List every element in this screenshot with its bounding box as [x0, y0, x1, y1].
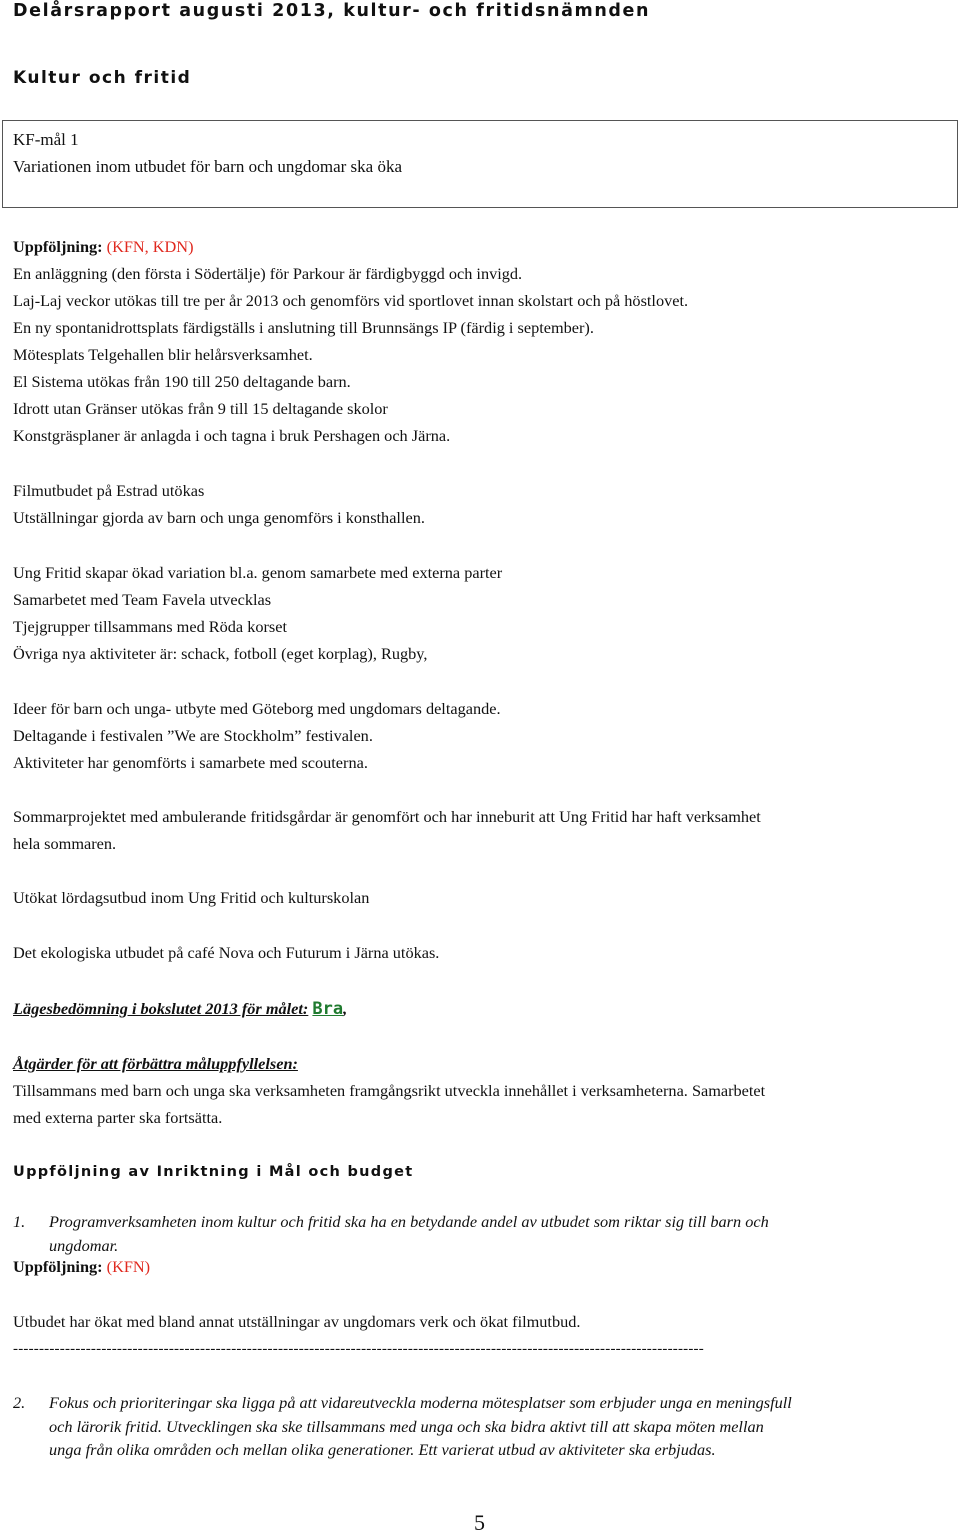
item2-line: Fokus och prioriteringar ska ligga på att vidareutveckla moderna mötesplatser som erbjuder unga en meningsfull: [49, 1393, 792, 1412]
item1-followup: [13, 1256, 150, 1278]
assessment-suffix: ,: [343, 999, 348, 1018]
followup-line: Ung Fritid skapar ökad variation bl.a. genom samarbete med externa parter: [13, 563, 503, 582]
assessment: [13, 998, 347, 1020]
report-title: Delårsrapport augusti 2013, kultur- och fritidsnämnden: [13, 1, 651, 21]
section-title: Kultur och fritid: [13, 68, 192, 88]
actions-line: med externa parter ska fortsätta.: [13, 1108, 223, 1127]
followup-line: En ny spontanidrottsplats färdigställs i anslutning till Brunnsängs IP (färdig i september).: [13, 318, 594, 337]
item1-result: Utbudet har ökat med bland annat utställningar av ungdomars verk och ökat filmutbud.: [13, 1312, 581, 1331]
followup-line: Det ekologiska utbudet på café Nova och Futurum i Järna utökas.: [13, 943, 440, 962]
followup-label: Uppföljning:: [13, 237, 103, 256]
followup-line: Laj-Laj veckor utökas till tre per år 2013 och genomförs vid sportlovet innan skolstart och på höstlovet.: [13, 291, 689, 310]
followup-line: Mötesplats Telgehallen blir helårsverksamhet.: [13, 345, 313, 364]
item2-line: unga från olika områden och mellan olika generationer. Ett varierat utbud av aktiviteter ska erbjudas.: [49, 1440, 716, 1459]
separator-line: -------------------------------------------------------------------------------------------------------------------------------------: [13, 1341, 704, 1357]
item1-followup-label: Uppföljning:: [13, 1257, 103, 1276]
followup-line: Samarbetet med Team Favela utvecklas: [13, 590, 272, 609]
followup-line: Idrott utan Gränser utökas från 9 till 15 deltagande skolor: [13, 399, 388, 418]
followup-line: Tjejgrupper tillsammans med Röda korset: [13, 617, 288, 636]
item1-line: Programverksamheten inom kultur och fritid ska ha en betydande andel av utbudet som riktar sig till barn och: [49, 1212, 769, 1231]
followup-line: Utställningar gjorda av barn och unga genomförs i konsthallen.: [13, 508, 425, 527]
assessment-value: Bra: [312, 999, 344, 1019]
followup-line: El Sistema utökas från 190 till 250 deltagande barn.: [13, 372, 351, 391]
direction-title: Uppföljning av Inriktning i Mål och budget: [13, 1164, 414, 1180]
followup-line: Utökat lördagsutbud inom Ung Fritid och kulturskolan: [13, 888, 370, 907]
goal-text: Variationen inom utbudet för barn och ungdomar ska öka: [13, 157, 403, 176]
goal-box: [2, 120, 958, 208]
followup-line: Filmutbudet på Estrad utökas: [13, 481, 205, 500]
followup-line: En anläggning (den första i Södertälje) för Parkour är färdigbyggd och invigd.: [13, 264, 523, 283]
item1-followup-code: (KFN): [106, 1257, 151, 1276]
followup-line: Sommarprojektet med ambulerande fritidsgårdar är genomfört och har inneburit att Ung Fritid har haft verksamhet: [13, 807, 761, 826]
followup-line: Övriga nya aktiviteter är: schack, fotboll (eget korplag), Rugby,: [13, 644, 428, 663]
assessment-label: Lägesbedömning i bokslutet 2013 för målet:: [13, 999, 309, 1018]
followup-heading: [13, 236, 193, 258]
item2-number: 2.: [13, 1393, 26, 1412]
item2-line: och lärorik fritid. Utvecklingen ska ske tillsammans med unga och ska bidra aktivt till att skapa möten mellan: [49, 1417, 764, 1436]
actions-label: Åtgärder för att förbättra måluppfyllelsen:: [13, 1054, 298, 1073]
item1-line: ungdomar.: [49, 1236, 119, 1255]
item1-number: 1.: [13, 1212, 26, 1231]
page-number: 5: [474, 1510, 485, 1535]
followup-line: Ideer för barn och unga- utbyte med Göteborg med ungdomars deltagande.: [13, 699, 501, 718]
followup-line: hela sommaren.: [13, 834, 117, 853]
followup-codes: (KFN, KDN): [106, 237, 194, 256]
actions-line: Tillsammans med barn och unga ska verksamheten framgångsrikt utveckla innehållet i verksamheterna. Samarbetet: [13, 1081, 766, 1100]
goal-label: KF-mål 1: [13, 130, 79, 149]
followup-line: Aktiviteter har genomförts i samarbete med scouterna.: [13, 753, 368, 772]
followup-line: Konstgräsplaner är anlagda i och tagna i bruk Pershagen och Järna.: [13, 426, 451, 445]
followup-line: Deltagande i festivalen ”We are Stockholm” festivalen.: [13, 726, 373, 745]
